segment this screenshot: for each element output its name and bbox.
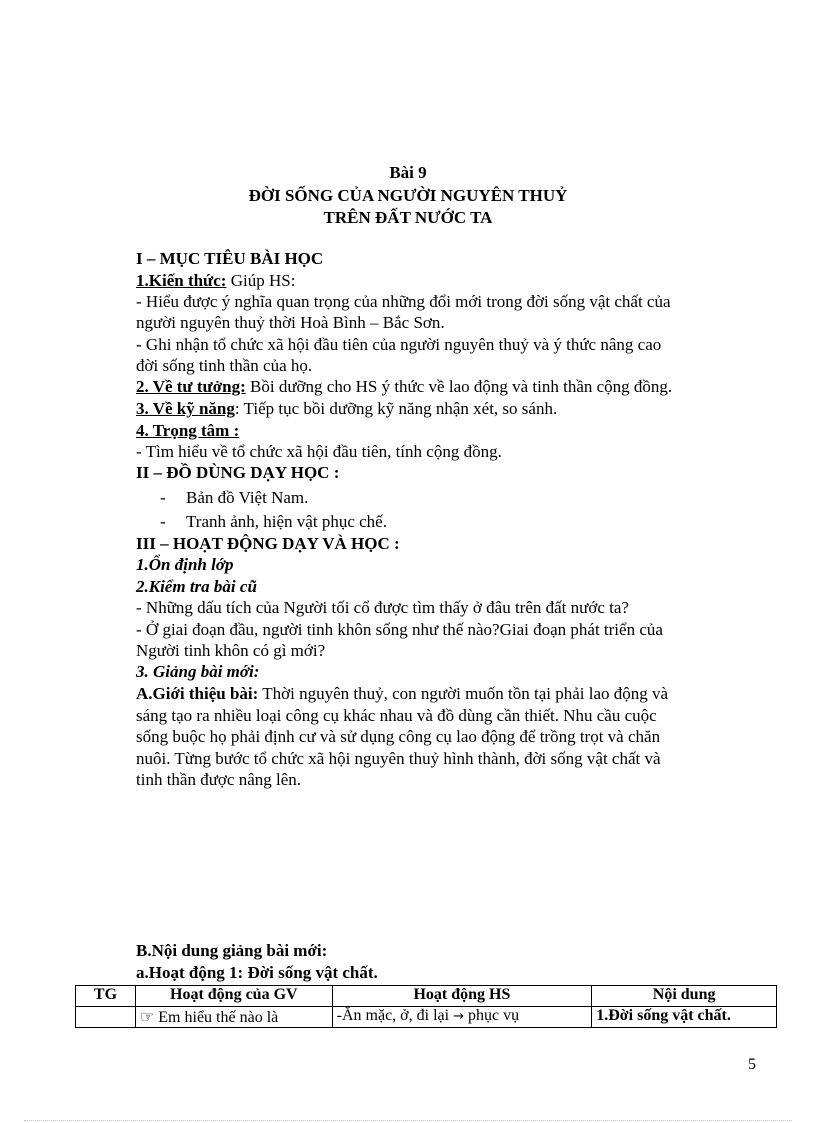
header-tg: TG [76, 986, 136, 1007]
knowledge-text: Giúp HS: [226, 271, 296, 290]
section-objectives-heading: I – MỤC TIÊU BÀI HỌC [136, 249, 324, 268]
lesson-title-line2: TRÊN ĐẤT NƯỚC TA [323, 208, 493, 227]
activity-1-heading: a.Hoạt động 1: Đời sống vật chất. [136, 963, 378, 982]
lesson-table [75, 985, 777, 1028]
intro-line-5: tinh thần được nâng lên. [136, 770, 302, 789]
student-activity-text: -Ăn mặc, ở, đi lại [336, 1007, 454, 1024]
material-item-text: Bản đồ Việt Nam. [186, 488, 309, 507]
lesson-title-line1: ĐỜI SỐNG CỦA NGƯỜI NGUYÊN THUỶ [248, 186, 568, 205]
focus-label: 4. Trọng tâm : [136, 421, 240, 440]
thought-line [136, 377, 672, 397]
content-heading: B.Nội dung giảng bài mới: [136, 941, 328, 960]
skill-text: : Tiếp tục bồi dưỡng kỹ năng nhận xét, so sánh. [234, 399, 558, 418]
lesson-number: Bài 9 [389, 163, 427, 182]
header-teacher-activity: Hoạt động của GV [135, 986, 332, 1007]
skill-line [136, 399, 557, 419]
knowledge-line [136, 271, 295, 291]
knowledge-point-1b: người nguyên thuỷ thời Hoà Bình – Bắc Sơn. [136, 313, 445, 332]
intro-line-1 [136, 684, 668, 704]
cell-content: 1.Đời sống vật chất. [592, 1007, 777, 1028]
intro-text-1: Thời nguyên thuỷ, con người muốn tồn tại phải lao động và [258, 684, 669, 703]
page-bottom-divider [24, 1120, 792, 1121]
skill-label: 3. Về kỹ năng [136, 399, 235, 418]
thought-label: 2. Về tư tưởng: [136, 377, 246, 396]
knowledge-point-1a: - Hiểu được ý nghĩa quan trọng của những đổi mới trong đời sống vật chất của [136, 292, 671, 311]
focus-text: - Tìm hiểu về tổ chức xã hội đầu tiên, tính cộng đồng. [136, 442, 502, 461]
question-1: - Những dấu tích của Người tối cổ được tìm thấy ở đâu trên đất nước ta? [136, 598, 629, 617]
cell-student-activity [332, 1007, 592, 1028]
material-item-text: Tranh ảnh, hiện vật phục chế. [186, 512, 387, 531]
intro-line-3: sống buộc họ phải định cư và sử dụng công cụ lao động để trồng trọt và chăn [136, 727, 661, 746]
cell-tg [76, 1007, 136, 1028]
cell-teacher-activity: ☞ Em hiểu thế nào là [135, 1007, 332, 1028]
old-lesson-check-heading: 2.Kiểm tra bài cũ [136, 577, 257, 596]
section-materials-heading: II – ĐỒ DÙNG DẠY HỌC : [136, 463, 340, 482]
intro-line-4: nuôi. Từng bước tổ chức xã hội nguyên thuỷ hình thành, đời sống vật chất và [136, 749, 661, 768]
table-row [76, 1007, 777, 1028]
student-activity-text-2: phục vụ [463, 1007, 520, 1024]
right-arrow-icon: → [453, 1009, 464, 1024]
header-content: Nội dung [592, 986, 777, 1007]
question-2a: - Ở giai đoạn đầu, người tinh khôn sống như thế nào?Giai đoạn phát triển của [136, 620, 663, 639]
material-item: - Tranh ảnh, hiện vật phục chế. [160, 512, 387, 531]
material-item: - Bản đồ Việt Nam. [160, 488, 309, 507]
class-order-heading: 1.Ổn định lớp [136, 555, 234, 574]
new-lesson-heading: 3. Giảng bài mới: [136, 662, 260, 681]
question-2b: Người tinh khôn có gì mới? [136, 641, 326, 660]
intro-label: A.Giới thiệu bài: [136, 684, 259, 703]
knowledge-point-2b: đời sống tinh thần của họ. [136, 356, 313, 375]
knowledge-label: 1.Kiến thức: [136, 271, 227, 290]
thought-text: Bồi dưỡng cho HS ý thức về lao động và tinh thần cộng đồng. [245, 377, 673, 396]
section-activities-heading: III – HOẠT ĐỘNG DẠY VÀ HỌC : [136, 534, 400, 553]
intro-line-2: sáng tạo ra nhiều loại công cụ khác nhau và đồ dùng cần thiết. Nhu cầu cuộc [136, 706, 657, 725]
table-header-row [76, 986, 777, 1007]
header-student-activity: Hoạt động HS [332, 986, 592, 1007]
page-number: 5 [748, 1056, 756, 1073]
knowledge-point-2a: - Ghi nhận tổ chức xã hội đầu tiên của người nguyên thuỷ và ý thức nâng cao [136, 335, 662, 354]
